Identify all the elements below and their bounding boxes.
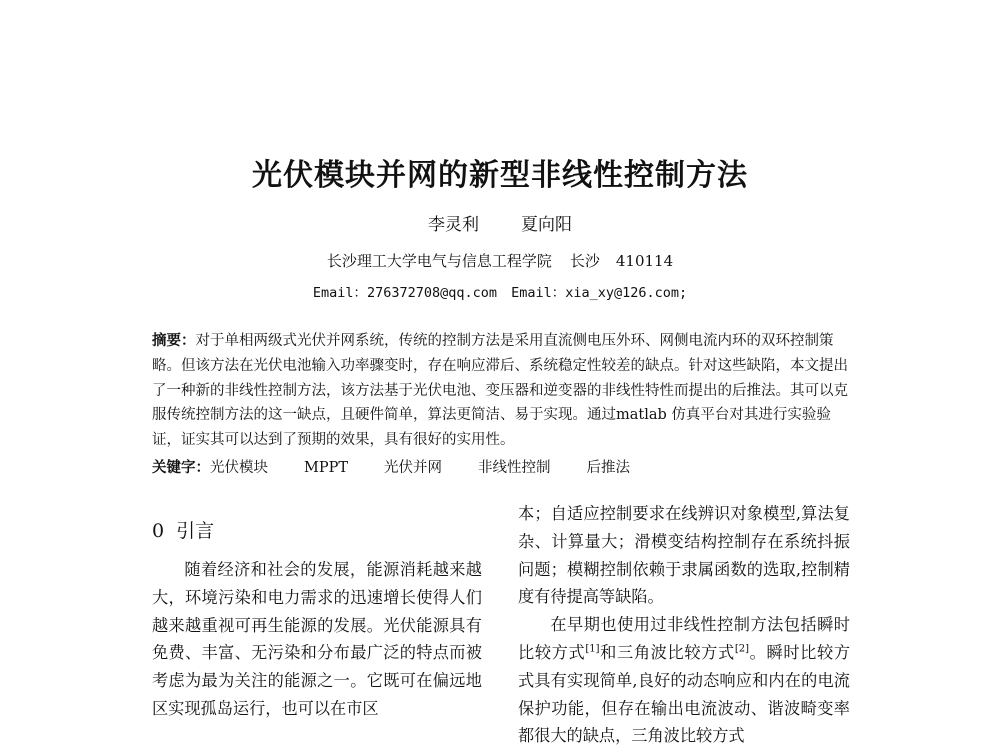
- citation-ref: [2]: [734, 643, 750, 655]
- paragraph-text: 在早期也使用过非线性控制方法包括瞬时比较方式: [518, 615, 850, 662]
- author-list: [0, 210, 1000, 235]
- paragraph: [518, 611, 850, 750]
- keyword: 非线性控制: [478, 460, 551, 476]
- keyword: MPPT: [304, 460, 349, 476]
- keywords-label: 关键字：: [152, 460, 210, 476]
- paper-title: 光伏模块并网的新型非线性控制方法: [252, 158, 748, 193]
- paragraph-text: 。瞬时比较方式具有实现简单,良好的动态响应和内在的电流保护功能，但存在输出电流波动、谐波畸变率都很大的缺点，三角波比较方式: [518, 642, 851, 746]
- body-column-left: [152, 556, 482, 723]
- keyword: 后推法: [586, 460, 631, 476]
- keywords: [152, 456, 852, 477]
- body-column-right: [518, 500, 850, 750]
- affiliation-city: 长沙: [569, 252, 600, 270]
- section-number: 0: [152, 520, 165, 542]
- abstract-label: 摘要：: [152, 333, 196, 349]
- affiliation-zip: 410114: [615, 252, 674, 270]
- citation-ref: [1]: [585, 643, 600, 655]
- abstract-text: 对于单相两级式光伏并网系统，传统的控制方法是采用直流侧电压外环、网侧电流内环的双环控制策略。但该方法在光伏电池输入功率骤变时，存在响应滞后、系统稳定性较差的缺点。针对这些缺陷，本文提出了一种新的非线性控制方法，该方法基于光伏电池、变压器和逆变器的非线性特性而提出的后推法。其可以克服传统控制方法的这一缺点，且硬件简单，算法更简洁、易于实现。通过matlab 仿真平台对其进行实验验证，证实其可以达到了预期的效果，具有很好的实用性。: [152, 333, 848, 449]
- section-title: 引言: [176, 520, 215, 542]
- author-email: Email：276372708@qq.com: [312, 285, 498, 301]
- section-heading: [152, 516, 214, 543]
- paragraph-text: 和三角波比较方式: [599, 642, 735, 662]
- institution: 长沙理工大学电气与信息工程学院: [326, 252, 552, 270]
- paragraph: 随着经济和社会的发展，能源消耗越来越大，环境污染和电力需求的迅速增长使得人们越来越重视可再生能源的发展。光伏能源具有免费、丰富、无污染和分布最广泛的特点而被考虑为最为关注的能源之一。它既可在偏远地区实现孤岛运行，也可以在市区: [152, 560, 482, 718]
- affiliation: [0, 250, 1000, 271]
- email-line: [0, 281, 1000, 301]
- keyword: 光伏并网: [384, 460, 443, 476]
- abstract: [152, 329, 852, 453]
- paragraph: 本；自适应控制要求在线辨识对象模型,算法复杂、计算量大；滑模变结构控制存在系统抖振问题；模糊控制依赖于隶属函数的选取,控制精度有待提高等缺陷。: [518, 504, 850, 607]
- author-email: Email：xia_xy@126.com;: [511, 285, 688, 301]
- author-name: 李灵利: [428, 215, 479, 235]
- keyword: 光伏模块: [210, 460, 268, 476]
- author-name: 夏向阳: [521, 215, 572, 235]
